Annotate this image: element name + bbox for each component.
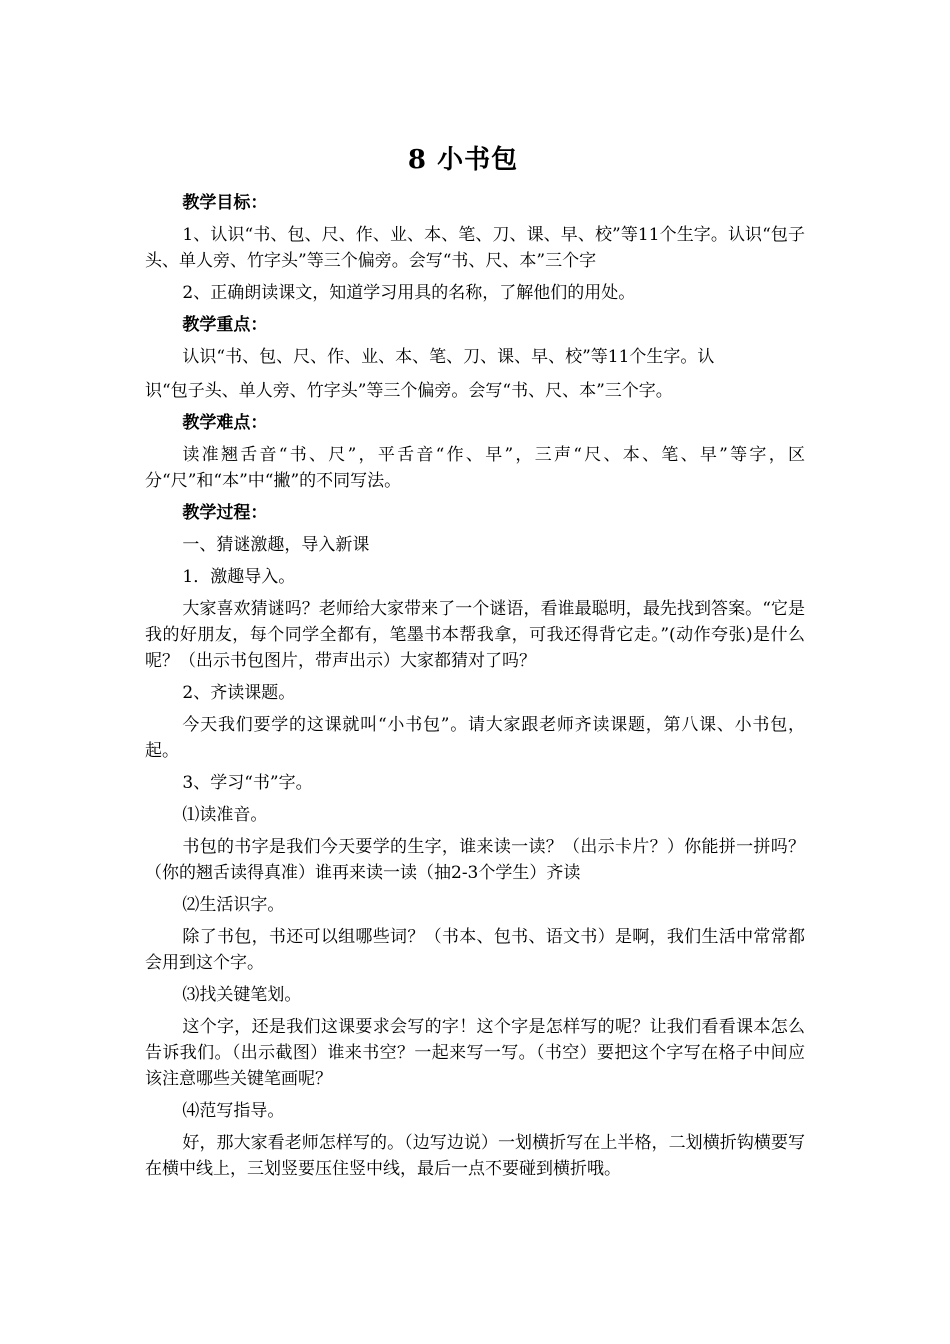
paragraph: 书包的书字是我们今天要学的生字，谁来读一读？（出示卡片？）你能拼一拼吗？（你的翘舌读得真准）谁再来读一读（抽2-3个学生）齐读 bbox=[145, 837, 805, 883]
paragraph: ⑴读准音。 bbox=[182, 805, 268, 825]
paragraph: 好，那大家看老师怎样写的。（边写边说）一划横折写在上半格，二划横折钩横要写在横中线上，三划竖要压住竖中线，最后一点不要碰到横折哦。 bbox=[145, 1133, 805, 1179]
section-heading-difficulties: 教学难点： bbox=[182, 413, 268, 433]
paragraph: 今天我们要学的这课就叫“小书包”。请大家跟老师齐读课题，第八课、小书包，起。 bbox=[145, 715, 805, 761]
section-heading-key-points: 教学重点： bbox=[182, 315, 268, 335]
paragraph: 这个字，还是我们这课要求会写的字！这个字是怎样写的呢？让我们看看课本怎么告诉我们。（出示截图）谁来书空？一起来写一写。（书空）要把这个字写在格子中间应该注意哪些关键笔画呢？ bbox=[145, 1017, 805, 1089]
paragraph: 读准翘舌音“书、尺”，平舌音“作、早”，三声“尺、本、笔、早”等字，区分“尺”和“本”中“撇”的不同写法。 bbox=[145, 445, 805, 491]
paragraph: 1．激趣导入。 bbox=[182, 567, 296, 587]
paragraph: 3、学习“书”字。 bbox=[182, 773, 313, 793]
paragraph: 认识“书、包、尺、作、业、本、笔、刀、课、早、校”等11个生字。认 bbox=[182, 347, 715, 367]
paragraph: 识“包子头、单人旁、竹字头”等三个偏旁。会写“书、尺、本”三个字。 bbox=[145, 381, 673, 401]
paragraph: 1、认识“书、包、尺、作、业、本、笔、刀、课、早、校”等11个生字。认识“包子头、单人旁、竹字头”等三个偏旁。会写“书、尺、本”三个字 bbox=[145, 225, 805, 271]
paragraph: 除了书包，书还可以组哪些词？（书本、包书、语文书）是啊，我们生活中常常都会用到这个字。 bbox=[145, 927, 805, 973]
paragraph: 大家喜欢猜谜吗？老师给大家带来了一个谜语，看谁最聪明，最先找到答案。“它是我的好朋友，每个同学全都有，笔墨书本帮我拿，可我还得背它走。”(动作夸张)是什么呢？（出示书包图片，带声出示）大家都猜对了吗？ bbox=[145, 599, 805, 671]
page-title: 8 小书包 bbox=[407, 145, 519, 175]
section-heading-process: 教学过程： bbox=[182, 503, 268, 523]
document-body bbox=[145, 190, 805, 1188]
paragraph: 一、猜谜激趣，导入新课 bbox=[182, 535, 370, 555]
paragraph: ⑶找关键笔划。 bbox=[182, 985, 302, 1005]
section-heading-goals: 教学目标： bbox=[182, 193, 268, 213]
paragraph: ⑵生活识字。 bbox=[182, 895, 285, 915]
paragraph: 2、齐读课题。 bbox=[182, 683, 296, 703]
paragraph: ⑷范写指导。 bbox=[182, 1101, 285, 1121]
paragraph: 2、正确朗读课文，知道学习用具的名称，了解他们的用处。 bbox=[182, 283, 636, 303]
